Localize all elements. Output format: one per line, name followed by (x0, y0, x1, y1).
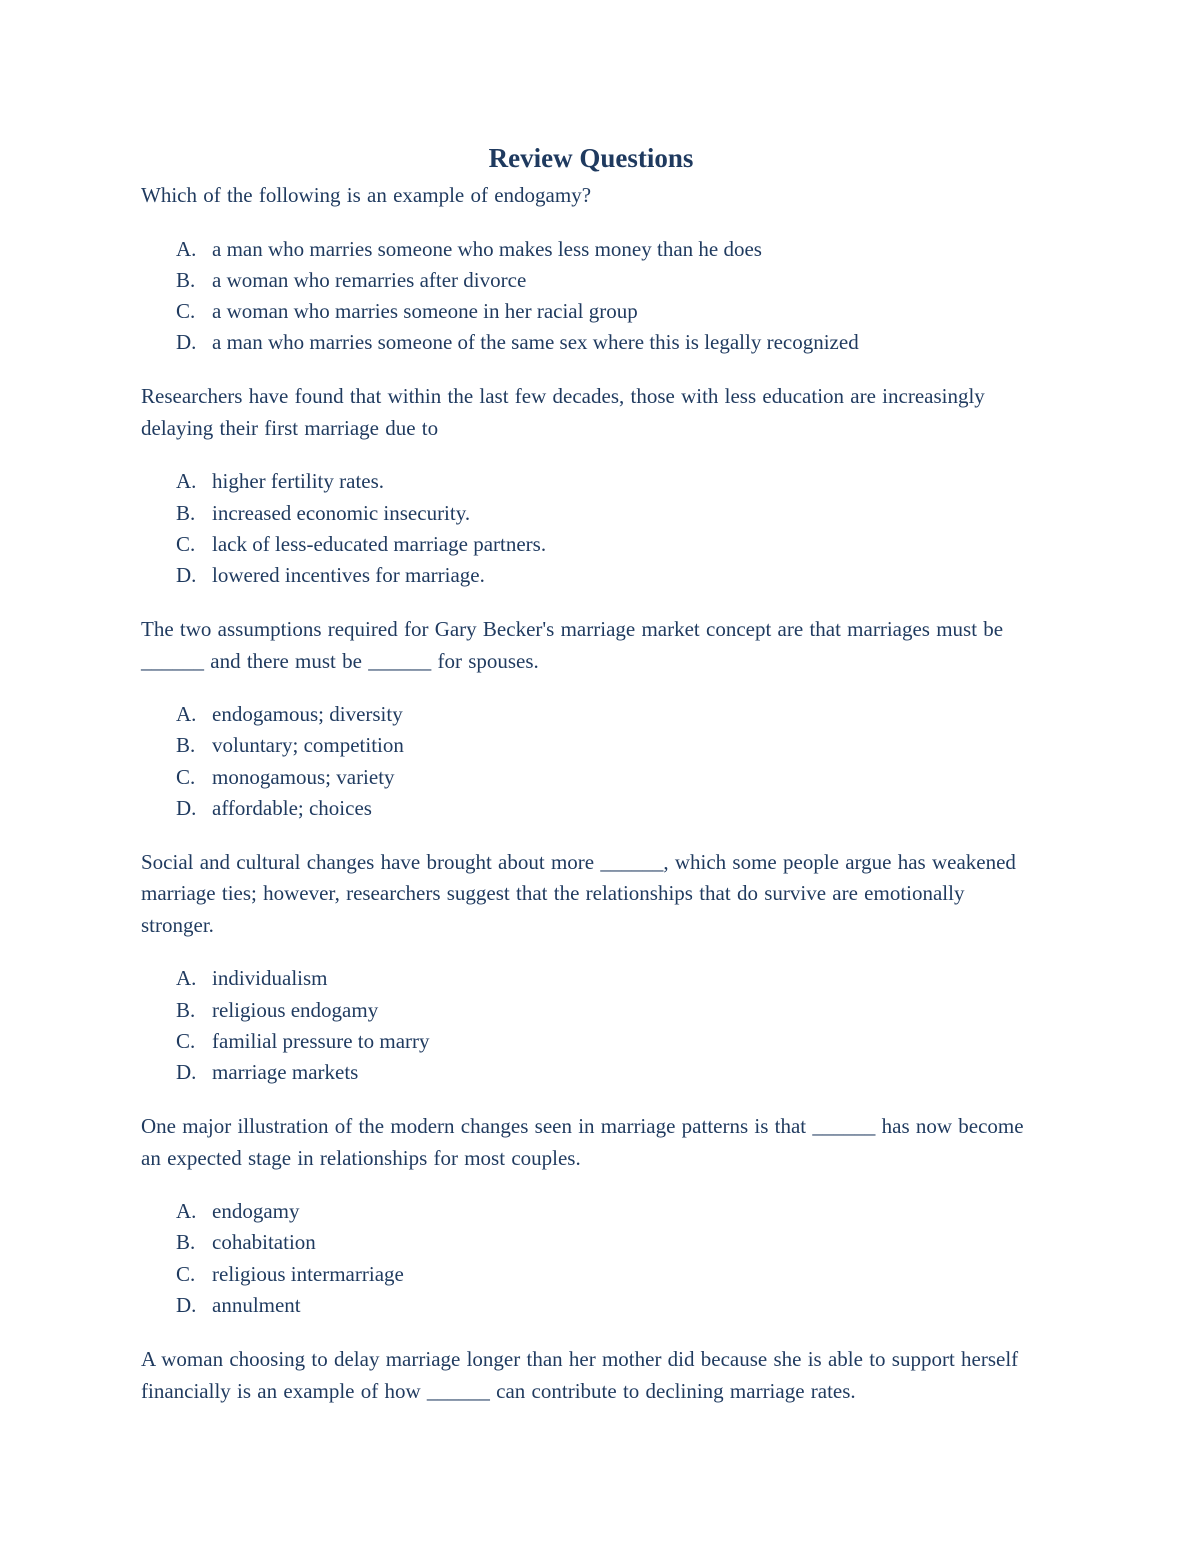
option-letter: A. (176, 966, 197, 991)
option-text: higher fertility rates. (212, 469, 385, 494)
answer-option (141, 699, 1041, 730)
answer-option (141, 1259, 1041, 1290)
answer-option (141, 296, 1041, 327)
answer-option (141, 1026, 1041, 1057)
option-letter: C. (176, 764, 196, 789)
option-letter: C. (176, 1028, 196, 1053)
option-letter: A. (176, 469, 197, 494)
option-text: a man who marries someone who makes less money than he does (212, 236, 762, 261)
option-letter: C. (176, 531, 196, 556)
question-text: Which of the following is an example of endogamy? (141, 183, 592, 207)
option-text: monogamous; variety (212, 764, 395, 789)
option-text: voluntary; competition (212, 733, 404, 758)
answer-option (141, 1057, 1041, 1088)
option-text: a woman who marries someone in her racial group (212, 298, 638, 323)
answer-option (141, 1227, 1041, 1258)
answer-option (141, 529, 1041, 560)
answer-options (141, 466, 1041, 591)
option-text: annulment (212, 1292, 301, 1317)
answer-option (141, 327, 1041, 358)
option-letter: C. (176, 298, 196, 323)
option-text: religious intermarriage (212, 1261, 404, 1286)
option-text: individualism (212, 966, 328, 991)
option-letter: D. (176, 1292, 197, 1317)
option-letter: B. (176, 997, 196, 1022)
option-text: affordable; choices (212, 795, 372, 820)
option-letter: D. (176, 562, 197, 587)
answer-option (141, 1196, 1041, 1227)
option-letter: A. (176, 236, 197, 261)
option-text: cohabitation (212, 1230, 316, 1255)
question-text: The two assumptions required for Gary Becker's marriage market concept are that marriages must be ______ and there must be ______ for spouses. (141, 617, 1004, 673)
answer-option (141, 1290, 1041, 1321)
page-title: Review Questions (488, 143, 694, 173)
option-letter: D. (176, 795, 197, 820)
answer-options (141, 1196, 1041, 1321)
question-text: One major illustration of the modern changes seen in marriage patterns is that ______ has now become an expected stage in relationships for most couples. (141, 1114, 1024, 1170)
option-letter: A. (176, 702, 197, 727)
option-letter: B. (176, 1230, 196, 1255)
answer-options (141, 699, 1041, 824)
answer-options (141, 234, 1041, 359)
option-letter: B. (176, 733, 196, 758)
option-text: religious endogamy (212, 997, 379, 1022)
question-list (141, 180, 1041, 1407)
option-letter: C. (176, 1261, 196, 1286)
option-text: endogamy (212, 1199, 300, 1224)
answer-option (141, 265, 1041, 296)
answer-option (141, 963, 1041, 994)
document-page (141, 140, 1041, 1407)
option-letter: A. (176, 1199, 197, 1224)
question-text: Researchers have found that within the last few decades, those with less education are increasingly delaying their first marriage due to (141, 384, 985, 440)
option-text: endogamous; diversity (212, 702, 403, 727)
answer-option (141, 560, 1041, 591)
option-text: marriage markets (212, 1060, 359, 1085)
option-letter: D. (176, 330, 197, 355)
option-letter: B. (176, 500, 196, 525)
option-text: lack of less-educated marriage partners. (212, 531, 547, 556)
question-text: Social and cultural changes have brought about more ______, which some people argue has weakened marriage ties; however, researchers suggest that the relationships that do survive are emotionally stronger. (141, 849, 1016, 937)
option-text: increased economic insecurity. (212, 500, 471, 525)
option-text: lowered incentives for marriage. (212, 562, 485, 587)
question-text: A woman choosing to delay marriage longer than her mother did because she is able to support herself financially is an example of how ______ can contribute to declining marriage rates. (141, 1347, 1019, 1403)
option-letter: B. (176, 267, 196, 292)
option-text: a man who marries someone of the same sex where this is legally recognized (212, 330, 859, 355)
option-text: familial pressure to marry (212, 1028, 430, 1053)
answer-option (141, 793, 1041, 824)
answer-option (141, 466, 1041, 497)
answer-option (141, 730, 1041, 761)
answer-option (141, 234, 1041, 265)
answer-option (141, 498, 1041, 529)
answer-option (141, 995, 1041, 1026)
answer-options (141, 963, 1041, 1088)
option-letter: D. (176, 1060, 197, 1085)
answer-option (141, 762, 1041, 793)
option-text: a woman who remarries after divorce (212, 267, 527, 292)
